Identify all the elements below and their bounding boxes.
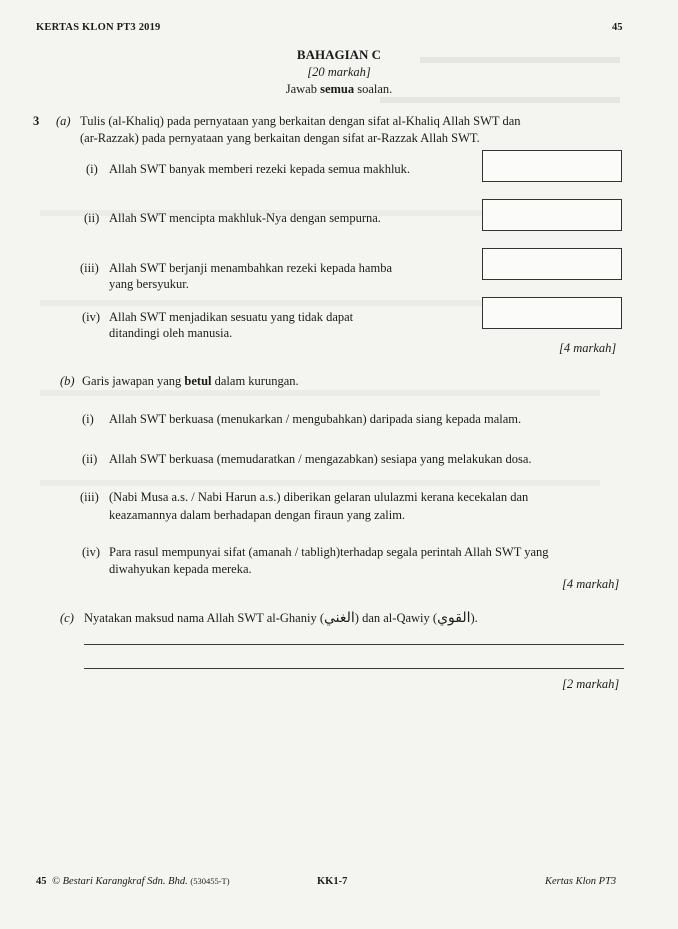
- answer-box[interactable]: [482, 248, 622, 280]
- footer-page-number: 45: [36, 876, 47, 887]
- item-text[interactable]: Para rasul mempunyai sifat (amanah / tabligh)terhadap segala perintah Allah SWT yang: [109, 545, 549, 559]
- footer-publisher: © Bestari Karangkraf Sdn. Bhd. (530455-T): [52, 876, 230, 887]
- part-c-marks: [2 markah]: [562, 677, 620, 691]
- part-b-label: (b): [60, 374, 75, 388]
- answer-box[interactable]: [482, 150, 622, 182]
- part-c-instruction: Nyatakan maksud nama Allah SWT al-Ghaniy (الغني) dan al-Qawiy (القوي).: [84, 610, 478, 626]
- part-a-instruction-line1: Tulis (al-Khaliq) pada pernyataan yang berkaitan dengan sifat al-Khaliq Allah SWT dan: [80, 114, 521, 128]
- item-number: (ii): [84, 211, 100, 225]
- answer-box[interactable]: [482, 199, 622, 231]
- part-b-marks: [4 markah]: [562, 577, 620, 591]
- item-text-line2: keazamannya dalam berhadapan dengan firaun yang zalim.: [109, 508, 406, 522]
- section-instruction: Jawab semua soalan.: [285, 82, 393, 96]
- item-text: Allah SWT mencipta makhluk-Nya dengan sempurna.: [109, 211, 381, 225]
- item-text-line2: ditandingi oleh manusia.: [109, 326, 233, 340]
- item-number: (i): [82, 412, 94, 426]
- part-a-label: (a): [56, 114, 71, 128]
- part-a-marks: [4 markah]: [559, 341, 617, 355]
- item-text-line2: yang bersyukur.: [109, 277, 189, 291]
- running-header: KERTAS KLON PT3 2019: [36, 22, 161, 33]
- section-title: BAHAGIAN C: [296, 47, 382, 62]
- item-number: (iii): [80, 261, 99, 275]
- arabic-al-qawiy: القوي: [437, 610, 471, 626]
- bleed-through-mark: [40, 390, 600, 396]
- item-number: (iv): [82, 310, 101, 324]
- item-text: Allah SWT banyak memberi rezeki kepada semua makhluk.: [109, 162, 411, 176]
- part-a-instruction-line2: (ar-Razzak) pada pernyataan yang berkaitan dengan sifat ar-Razzak Allah SWT.: [80, 131, 480, 145]
- answer-box[interactable]: [482, 297, 622, 329]
- arabic-al-ghaniy: الغني: [323, 610, 355, 626]
- answer-line[interactable]: [84, 668, 624, 669]
- question-number: 3: [33, 114, 40, 128]
- item-number: (iii): [80, 490, 99, 504]
- item-text[interactable]: Allah SWT berkuasa (memudaratkan / mengazabkan) sesiapa yang melakukan dosa.: [109, 452, 532, 466]
- item-text[interactable]: (Nabi Musa a.s. / Nabi Harun a.s.) diberikan gelaran ululazmi kerana kecekalan dan: [109, 490, 529, 504]
- part-b-instruction: Garis jawapan yang betul dalam kurungan.: [82, 374, 299, 388]
- answer-line[interactable]: [84, 644, 624, 645]
- bleed-through-mark: [40, 480, 600, 486]
- item-text[interactable]: Allah SWT berkuasa (menukarkan / mengubahkan) daripada siang kepada malam.: [109, 412, 522, 426]
- part-c-label: (c): [60, 611, 74, 625]
- item-number: (i): [86, 162, 98, 176]
- item-number: (iv): [82, 545, 101, 559]
- item-text: Allah SWT menjadikan sesuatu yang tidak dapat: [109, 310, 354, 324]
- bleed-through-mark: [380, 97, 620, 103]
- item-number: (ii): [82, 452, 98, 466]
- item-text-line2: diwahyukan kepada mereka.: [109, 562, 252, 576]
- section-marks: [20 markah]: [307, 65, 371, 79]
- page-number-top: 45: [612, 22, 623, 33]
- item-text: Allah SWT berjanji menambahkan rezeki kepada hamba: [109, 261, 392, 275]
- footer-code: KK1-7: [317, 876, 348, 887]
- footer-title: Kertas Klon PT3: [545, 876, 617, 887]
